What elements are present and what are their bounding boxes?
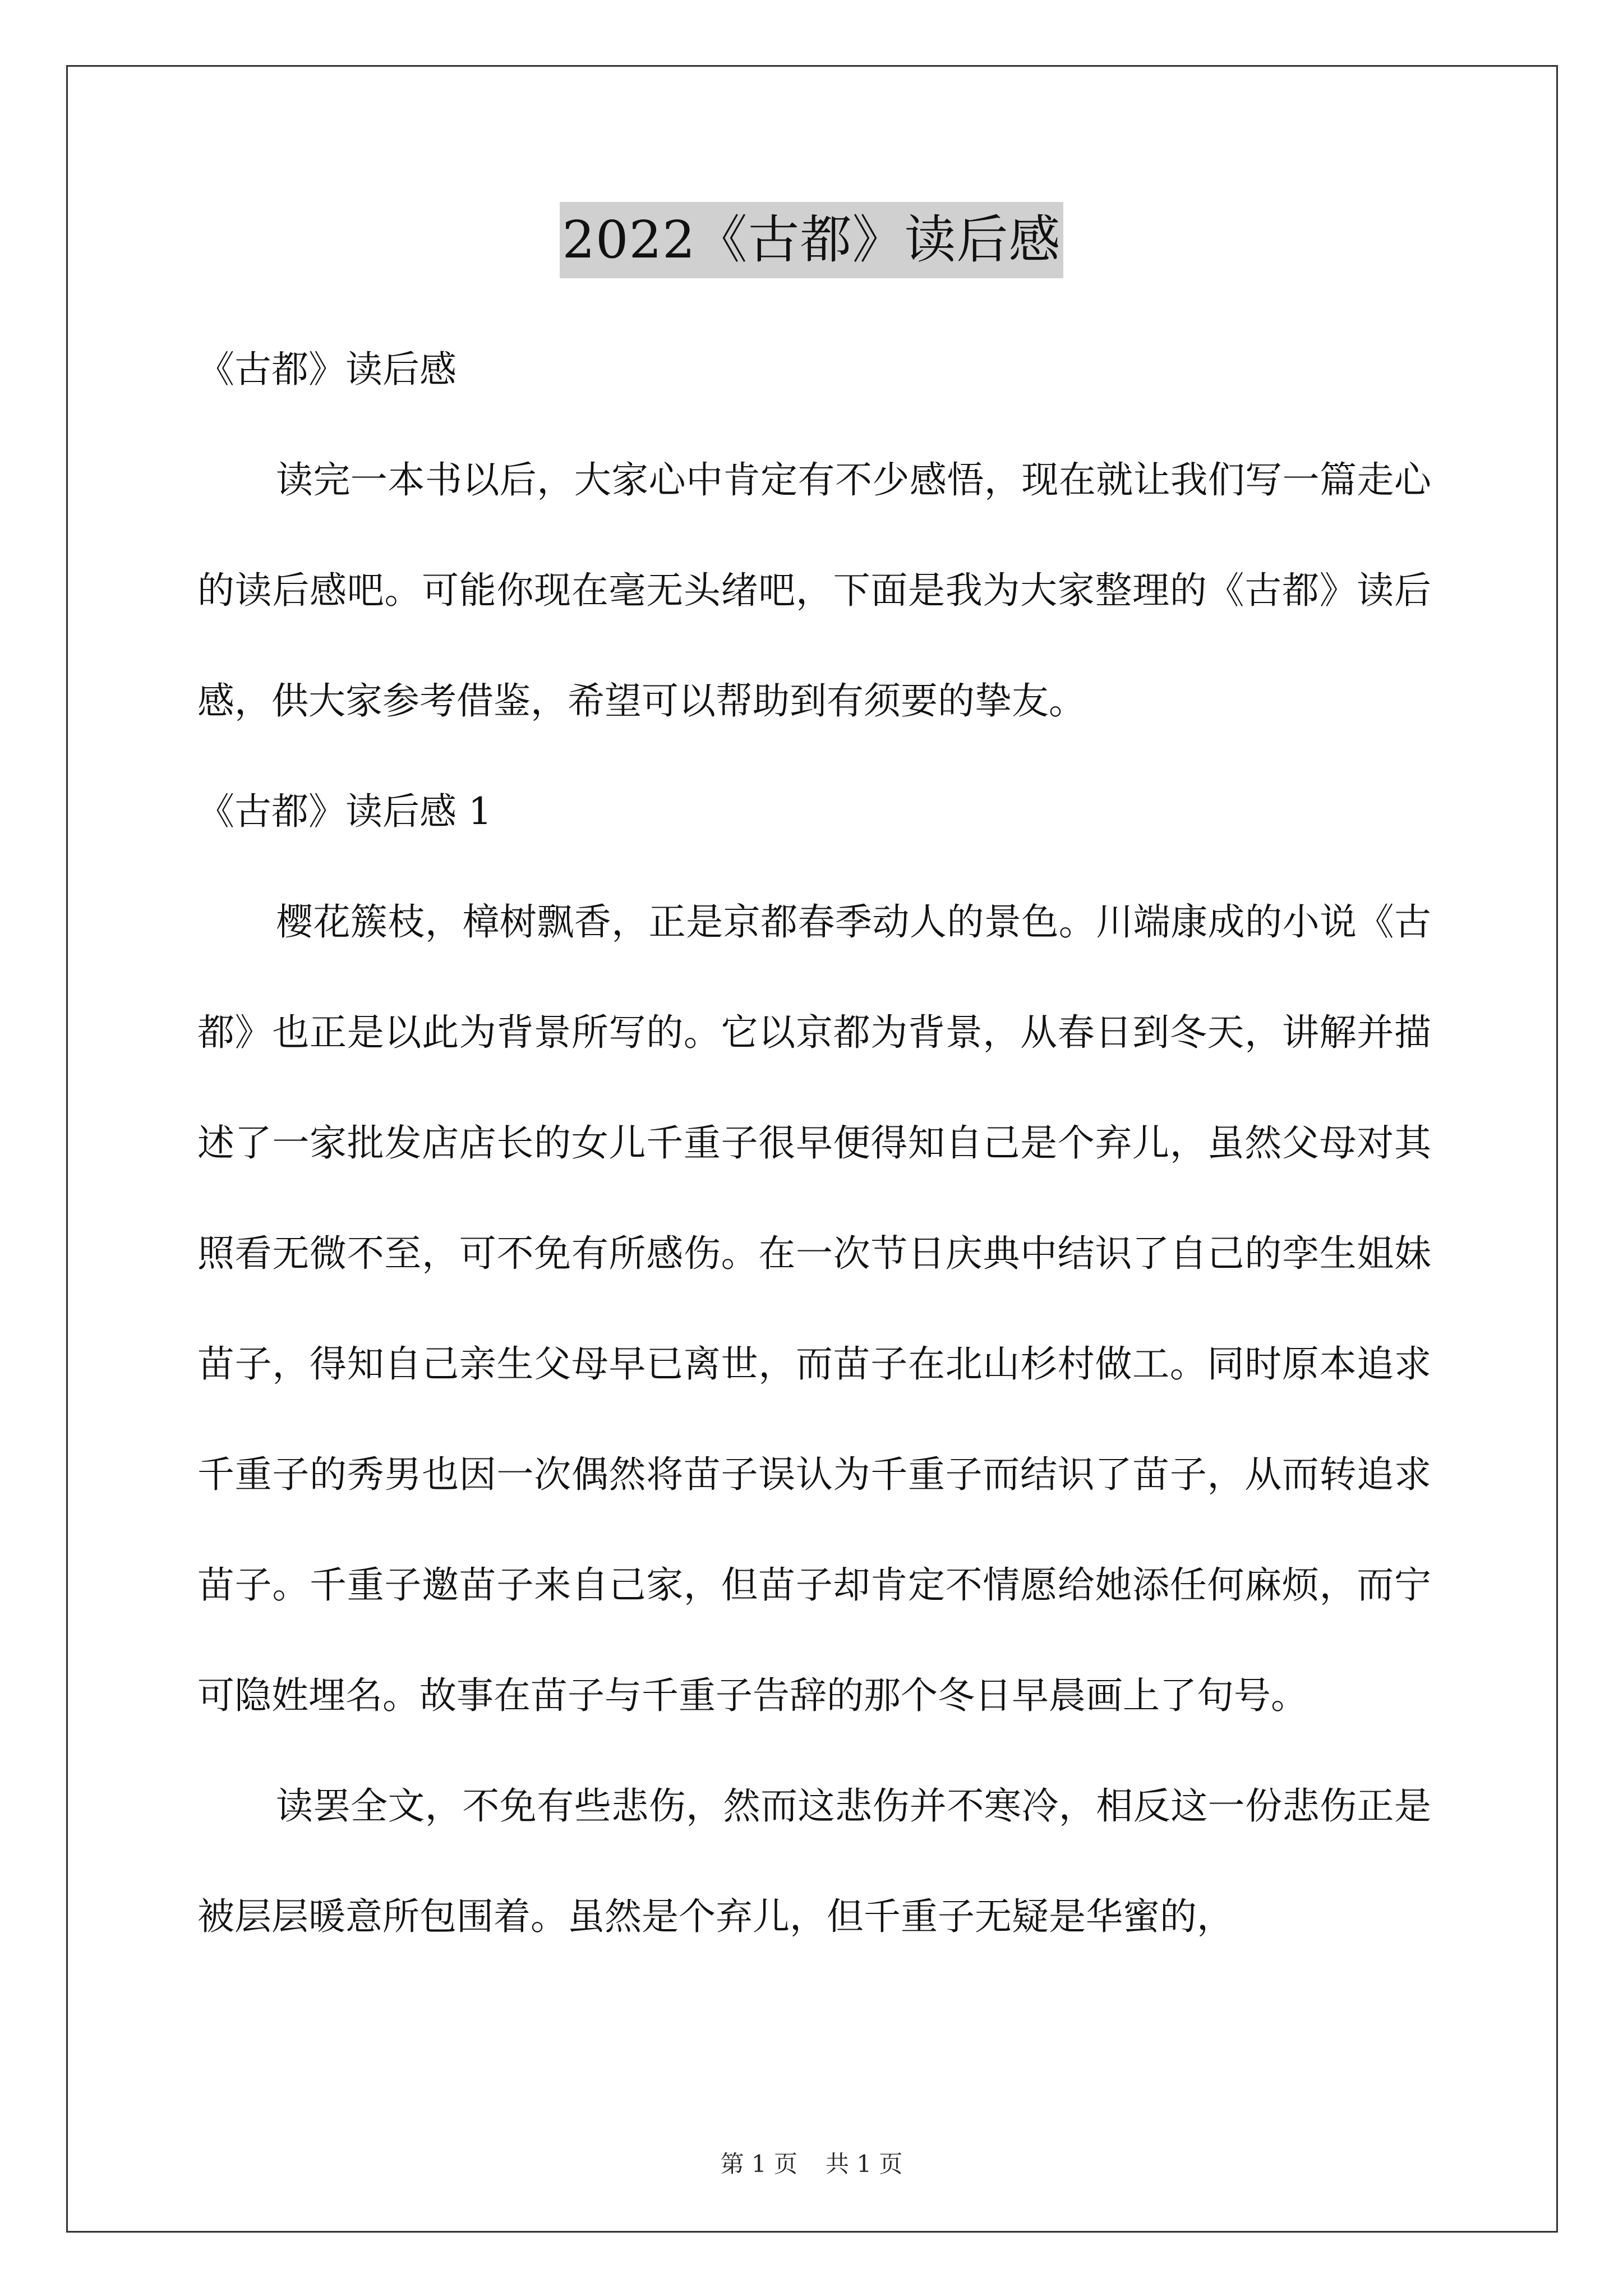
- title-container: [0, 202, 1623, 278]
- page-number: 第 1 页: [720, 2150, 797, 2178]
- document-body: [197, 314, 1431, 1972]
- document-title: 2022《古都》读后感: [560, 202, 1063, 278]
- page-total: 共 1 页: [826, 2150, 903, 2178]
- section-heading: 《古都》读后感 1: [197, 790, 492, 833]
- intro-paragraph: 读完一本书以后，大家心中肯定有不少感悟，现在就让我们写一篇走心的读后感吧。可能你现在毫无头绪吧，下面是我为大家整理的《古都》读后感，供大家参考借鉴，希望可以帮助到有须要的挚友。: [197, 458, 1431, 723]
- body-paragraph: 樱花簇枝，樟树飘香，正是京都春季动人的景色。川端康成的小说《古都》也正是以此为背景所写的。它以京都为背景，从春日到冬天，讲解并描述了一家批发店店长的女儿千重子很早便得知自己是个弃儿，虽然父母对其照看无微不至，可不免有所感伤。在一次节日庆典中结识了自己的孪生姐妹苗子，得知自己亲生父母早已离世，而苗子在北山杉村做工。同时原本追求千重子的秀男也因一次偶然将苗子误认为千重子而结识了苗子，从而转追求苗子。千重子邀苗子来自己家，但苗子却肯定不情愿给她添任何麻烦，而宁可隐姓埋名。故事在苗子与千重子告辞的那个冬日早晨画上了句号。: [197, 900, 1431, 1717]
- body-paragraph: 读罢全文，不免有些悲伤，然而这悲伤并不寒冷，相反这一份悲伤正是被层层暖意所包围着。虽然是个弃儿，但千重子无疑是华蜜的，: [197, 1784, 1431, 1938]
- page-footer: [0, 2146, 1623, 2179]
- document-heading: 《古都》读后感: [197, 348, 457, 391]
